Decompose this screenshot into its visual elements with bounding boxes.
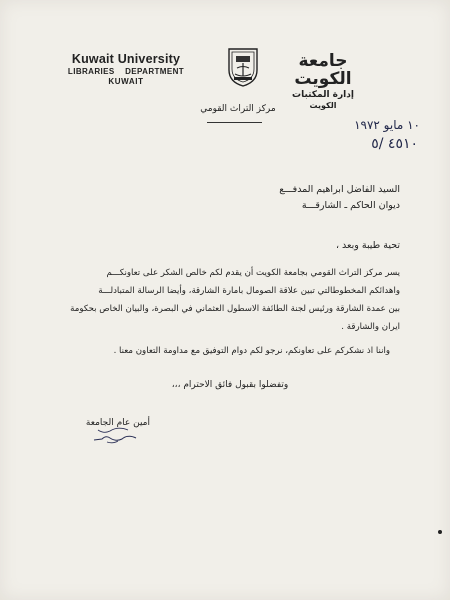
paragraph-line: ايران والشارقة . [341,322,400,332]
recipient-name: السيد الفاضل ابراهيم المدفـــع [279,184,400,195]
heritage-center-underline [207,122,262,123]
letterhead-arabic-department: إدارة المكتبات [292,90,354,100]
signatory-title: أمين عام الجامعة [85,418,150,428]
handwritten-signature [58,420,153,446]
closing-salutation: وتفضلوا بقبول فائق الاحترام ،،، [171,380,289,390]
letterhead-english [60,52,192,86]
paragraph-line: بين عمدة الشارقة ورئيس لجنة الطائفة الاسطول العثماني في البصرة، والبيان الخاص بحكومة [70,304,400,314]
recipient-office: ديوان الحاكم ـ الشارقـــة [301,200,400,211]
letterhead-arabic-university: جامعة الكويت [294,51,352,89]
letterhead-university-name: Kuwait University [71,52,181,66]
edge-mark [438,530,442,534]
paragraph-line: واهدائكم المخطوطالتي تبين علاقة الصومال بامارة الشارقة، وأيضا الرسالة المتبادلـــة [98,286,400,296]
body-paragraph [30,264,400,336]
reference-number: ٤٥١٠ /٥ [371,136,418,152]
paragraph-line: يسر مركز التراث القومي بجامعة الكويت أن يقدم لكم خالص الشكر على تعاونكـــم [106,268,400,278]
university-seal-emblem-icon [226,46,260,88]
letterhead-arabic-city: الكويت [309,101,337,110]
letter-date: ١٠ مايو ١٩٧٢ [354,118,420,132]
letterhead-department: LIBRARIES DEPARTMENT [67,67,185,76]
closing-request: واننا اذ نشكركم على تعاونكم، نرجو لكم دوام التوفيق مع مداومة التعاون معنا . [113,346,390,356]
heritage-center-label: مركز التراث القومي [200,104,276,114]
letterhead-arabic [268,52,378,110]
letterhead-city: KUWAIT [108,77,144,86]
greeting: تحية طيبة وبعد ، [335,240,400,251]
